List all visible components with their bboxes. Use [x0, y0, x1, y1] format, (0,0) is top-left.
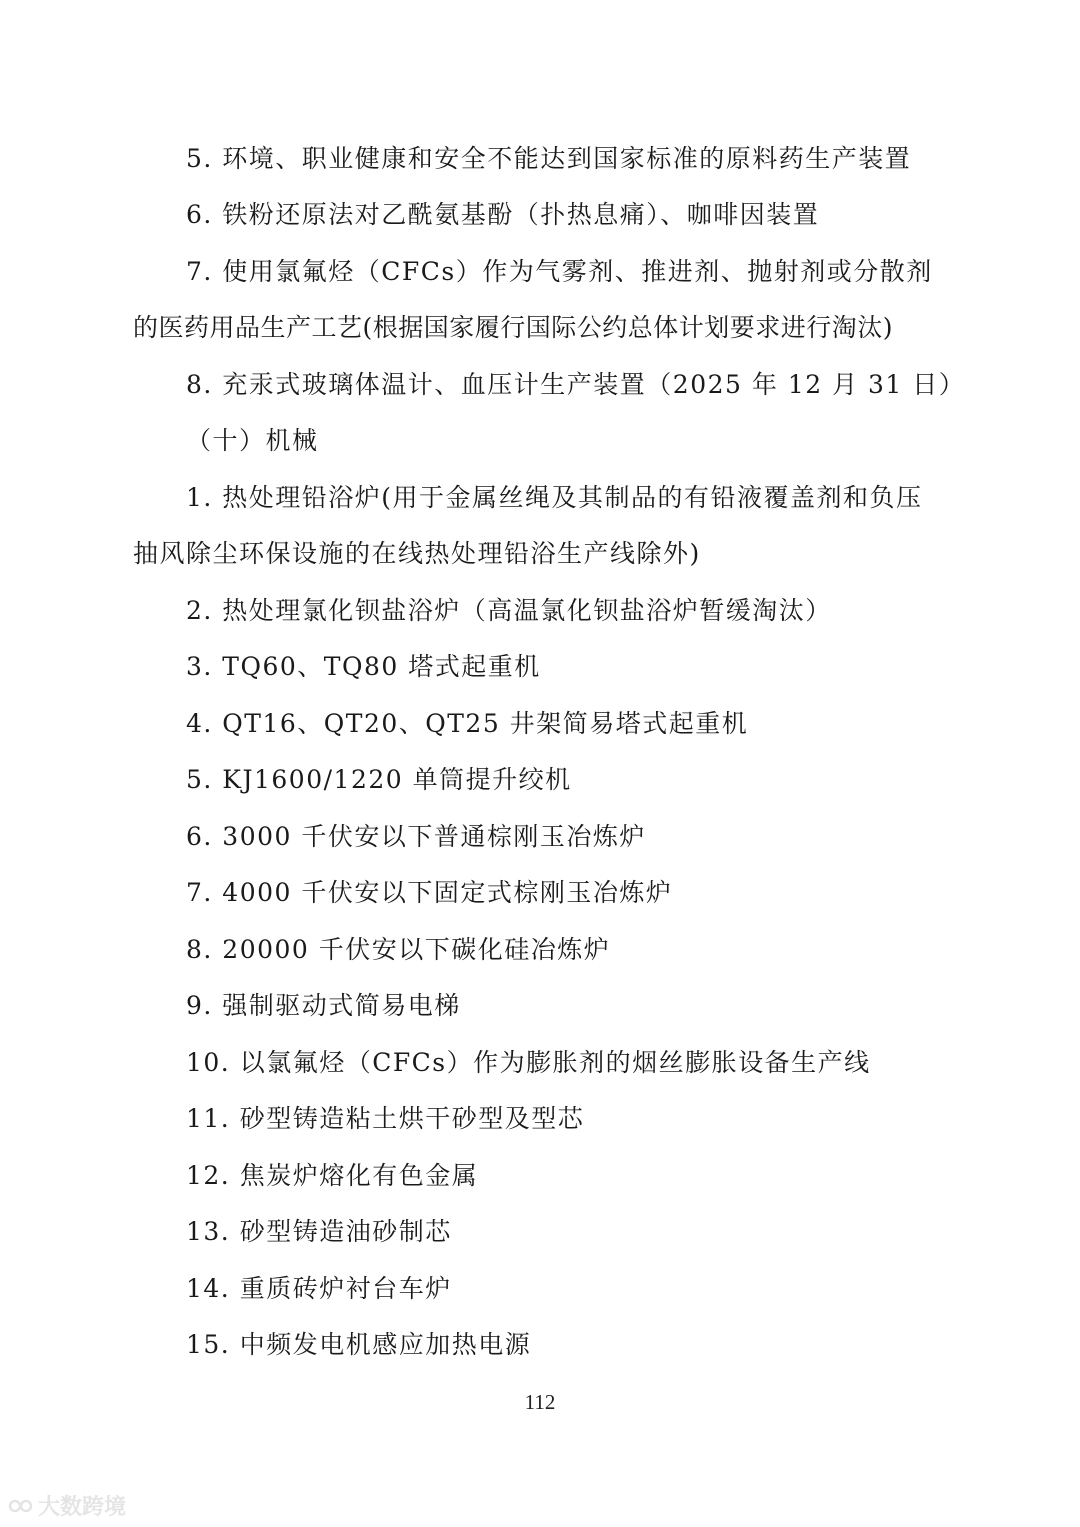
list-item: 9. 强制驱动式简易电梯	[186, 991, 461, 1020]
list-item: 5. 环境、职业健康和安全不能达到国家标准的原料药生产装置	[186, 144, 912, 173]
logo-icon	[8, 1495, 34, 1517]
list-item-continuation: 抽风除尘环保设施的在线热处理铅浴生产线除外)	[133, 539, 701, 568]
list-item: 7. 使用氯氟烃（CFCs）作为气雾剂、推进剂、抛射剂或分散剂	[186, 257, 933, 286]
section-heading: （十）机械	[186, 426, 319, 455]
list-item: 15. 中频发电机感应加热电源	[186, 1330, 532, 1359]
list-item: 6. 3000 千伏安以下普通棕刚玉冶炼炉	[186, 822, 646, 851]
list-item: 8. 充汞式玻璃体温计、血压计生产装置（2025 年 12 月 31 日）	[186, 370, 966, 399]
page-number: 112	[524, 1390, 556, 1414]
list-item: 11. 砂型铸造粘土烘干砂型及型芯	[186, 1104, 585, 1133]
list-item: 1. 热处理铅浴炉(用于金属丝绳及其制品的有铅液覆盖剂和负压	[186, 483, 923, 512]
list-item: 14. 重质砖炉衬台车炉	[186, 1274, 452, 1303]
list-item: 8. 20000 千伏安以下碳化硅冶炼炉	[186, 935, 611, 964]
watermark	[8, 1490, 126, 1521]
list-item: 7. 4000 千伏安以下固定式棕刚玉冶炼炉	[186, 878, 673, 907]
list-item: 2. 热处理氯化钡盐浴炉（高温氯化钡盐浴炉暂缓淘汰）	[186, 596, 832, 625]
list-item: 3. TQ60、TQ80 塔式起重机	[186, 652, 541, 681]
list-item: 5. KJ1600/1220 单筒提升绞机	[186, 765, 572, 794]
list-item: 13. 砂型铸造油砂制芯	[186, 1217, 452, 1246]
watermark-text: 大数跨境	[38, 1495, 127, 1520]
list-item: 10. 以氯氟烃（CFCs）作为膨胀剂的烟丝膨胀设备生产线	[186, 1048, 871, 1077]
list-item: 4. QT16、QT20、QT25 井架简易塔式起重机	[186, 709, 749, 738]
list-item: 12. 焦炭炉熔化有色金属	[186, 1161, 479, 1190]
list-item: 6. 铁粉还原法对乙酰氨基酚（扑热息痛）、咖啡因装置	[186, 200, 820, 229]
list-item-continuation: 的医药用品生产工艺(根据国家履行国际公约总体计划要求进行淘汰)	[133, 313, 894, 342]
